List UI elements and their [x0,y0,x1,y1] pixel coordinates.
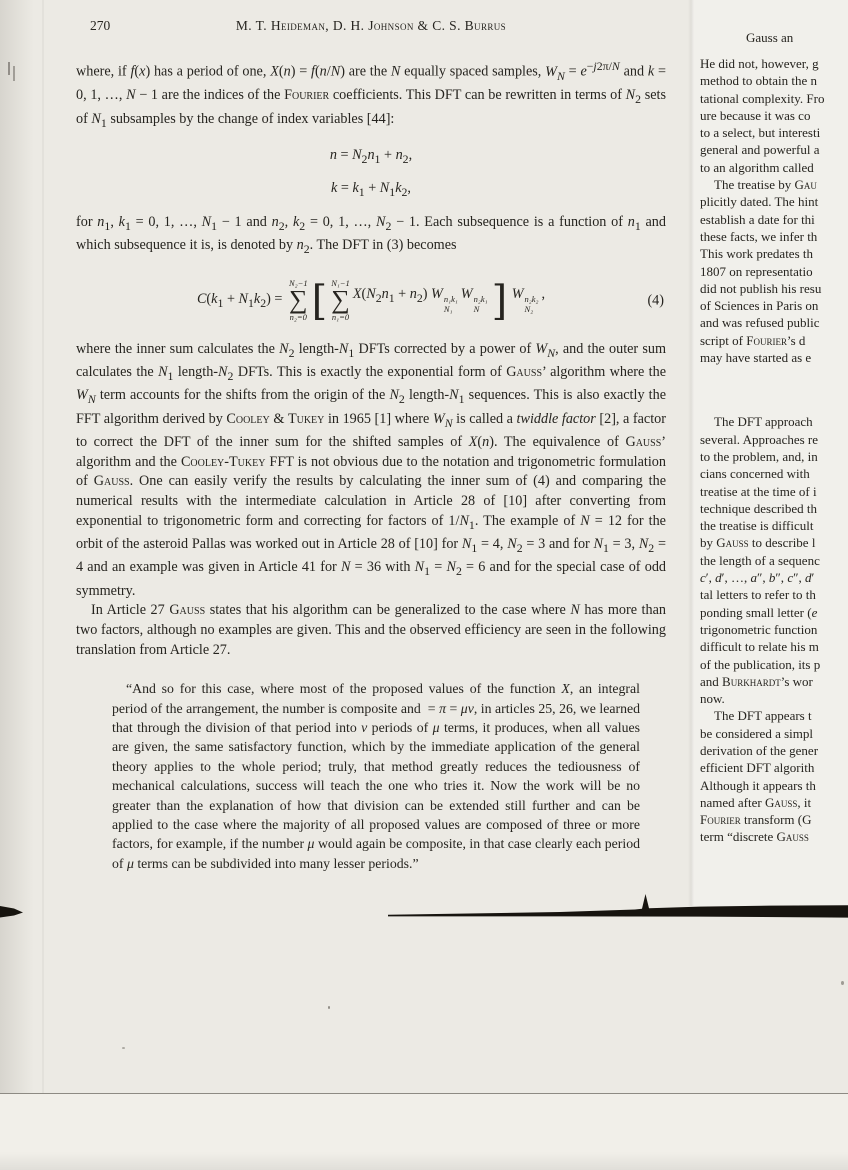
equation-4-dft [76,274,666,328]
cropped-text-line: the length of a sequenc [700,552,820,568]
equation-kernel: $X(N_2n_1 + n_2)$ W n₁k₁ N₁ W n₂k₁ N [352,286,488,314]
scan-vertical-streak [42,0,44,1093]
equation-number: (4) [647,292,664,308]
cropped-text-line: treatise at the time of i [700,483,817,499]
cropped-text-line: to the problem, and, in [700,448,818,464]
cropped-text-line: be considered a simpl [700,725,813,741]
outer-sum [289,279,308,322]
close-bracket: ] [491,277,508,324]
page-gutter-crease [688,0,694,906]
scan-bottom-shadow [0,1152,848,1170]
sum-lower-limit: n₂=0 [289,311,307,322]
cropped-text-line: and Burkhardt’s wor [700,673,813,689]
scan-speck [328,1006,330,1009]
cropped-text-line: method to obtain the n [700,73,817,89]
scan-speck [122,1047,125,1049]
paragraph-discussion: where the inner sum calculates the $N_2$ length-$N_1$ DFTs corrected by a power of $W_N$, and the outer sum calculates the $N_1$ length-$N_2$ DFTs. This is exactly the exponential form of Gauss’ algorithm where the $W_N$ term accounts for the shifts from the origin of the $N_2$ length-$N_1$ sequences. This is also exactly the FFT algorithm derived by Cooley & Tukey in 1965 [1] where $W_N$ is called a twiddle factor [2], a factor to correct the DFT of the inner sum for the shifted samples of X(n). The equivalence of Gauss’ algorithm and the Cooley-Tukey FFT is not obvious due to the notation and trigonometric formulation of Gauss. One can easily verify the results by calculating the inner sum of (4) and comparing the numerical results with the intermediate calculation in Article 28 of [10] after converting from exponential to trigonometric form and correcting for factors of $1/N_1$. The example of N = 12 for the orbit of the asteroid Pallas was worked out in Article 28 of [10] for $N_1 = 4$, $N_2 = 3$ and for $N_1 = 3$, $N_2 = 4$ and an example was given in Article 41 for N = 36 with $N_1 = N_2 = 6$ and for the special case of odd symmetry. [76,340,667,599]
cropped-text-line: This work predates th [700,246,814,262]
sum-lower-limit: n₁=0 [331,311,350,322]
paragraph-for-ranges: for $n_1$, $k_1 = 0$, 1, …, $N_1 - 1$ and $n_2$, $k_2 = 0$, 1, …, $N_2 - 1$. Each subsequence is a function of $n_1$ and which subsequence it is, is denoted by $n_2$. The DFT in (3) becomes [76,213,666,256]
streak-main [388,894,848,918]
cropped-text-line: ure because it was co [700,107,811,123]
sigma-glyph: ∑ [331,285,350,315]
streak-left-wedge [0,906,23,918]
cropped-adjacent-page [700,30,848,846]
scan-edge-shading [0,0,34,1094]
cropped-text-line: c′, d′, …, a″, b″, c″, d′ [700,570,815,586]
authors-running-head: M. T. Heideman, D. H. Johnson & C. S. Burrus [235,18,507,33]
cropped-text-line: to a select, but interesti [700,125,821,141]
page-bottom-edge-line [0,1093,848,1094]
scan-mark [13,66,15,81]
running-head-right: Gauss an [746,30,794,45]
cropped-text-line: The DFT appears t [714,708,812,724]
blockquote-translation: “And so for this case, where most of the proposed values of the function X, an integral period of the arrangement, the number is composite and = π = μν, in articles 25, 26, we learned that through the division of that period into ν periods of μ terms, it produces, when all values are given, the same satisfactory function, which by the immediate application of the general theory applies to the whole period; truly, that method greatly reduces the tediousness of mechanical calculations, success will teach the one who tries it. Now the work will be no greater than the explanation of how that division can be extended still further and can be applied to the case where the majority of all proposed values are composed of three or more factors, for example, if the number μ would again be composite, in that case clearly each period of μ terms can be subdivided into many lesser periods.” [112,681,640,871]
cropped-text-line: plicitly dated. The hint [700,194,819,210]
cropped-text-line: named after Gauss, it [700,794,812,810]
cropped-text-line: Although it appears th [700,777,816,793]
inner-sum [331,279,350,322]
equation-index-k: $k = k_1 + N_1k_2$, [331,179,411,199]
cropped-text-line: of the publication, its p [700,656,821,672]
cropped-text-line: by Gauss to describe l [700,535,816,551]
scan-speck [841,981,844,985]
cropped-text-line: now. [700,691,725,707]
cropped-text-line: to an algorithm called [700,159,814,175]
cropped-text-line: He did not, however, g [700,56,819,71]
cropped-text-line: ponding small letter (e [700,604,818,620]
sum-upper-limit: N₂−1 [288,277,308,288]
cropped-text-line: may have started as e [700,350,812,366]
cropped-text-line: derivation of the gener [700,742,819,758]
cropped-text-line: did not publish his resu [700,280,822,296]
cropped-text-line: cians concerned with [700,466,810,482]
open-bracket: [ [311,277,328,324]
cropped-text-line: several. Approaches re [700,431,819,447]
cropped-text-line: establish a date for thi [700,211,815,227]
cropped-text-line: and was refused public [700,315,820,331]
cropped-text-line: The DFT approach [714,414,813,430]
cropped-text-line: tational complexity. Fro [700,90,825,106]
cropped-text-column [700,55,848,846]
sum-upper-limit: N₁−1 [331,277,350,288]
cropped-text-line: these facts, we infer th [700,228,818,244]
cropped-text-line: script of Fourier’s d [700,332,806,348]
cropped-text-line: The treatise by Gau [714,177,817,193]
equation-index-n: $n = N_2n_1 + n_2$, [329,147,413,166]
cropped-text-line: Fourier transform (G [700,812,812,828]
scanner-black-streak [0,888,848,928]
running-header [76,18,666,36]
page-number: 270 [90,18,111,33]
cropped-text-line: of Sciences in Paris on [700,298,819,314]
cropped-text-line: general and powerful a [700,142,820,158]
cropped-text-line: 1807 on representatio [700,263,813,279]
cropped-text-line: technique described th [700,500,817,516]
cropped-text-line: the treatise is difficult [700,518,814,534]
cropped-text-line: tal letters to refer to th [700,587,816,603]
equation-tail: W n₂k₂ N₂ , [511,286,546,314]
equation-lhs: $C(k_1 + N_1k_2)$ = [196,290,286,310]
paragraph-article-27: In Article 27 Gauss states that his algorithm can be generalized to the case where N has more than two factors, although no examples are given. This and the observed efficiency are seen in the following translation from Article 27. [76,602,666,658]
cropped-text-line: difficult to relate his m [700,639,819,655]
main-page [76,18,666,873]
sigma-glyph: ∑ [288,285,308,315]
cropped-text-line: efficient DFT algorith [700,760,815,776]
scan-mark [8,62,10,75]
cropped-text-line: term “discrete Gauss [700,829,809,845]
cropped-text-line: trigonometric function [700,621,818,637]
paragraph-intro: where, if f(x) has a period of one, X(n) = f(n/N) are the N equally spaced samples, $W_N = e^{-j2\pi/N}$ and k = 0, 1, …, N − 1 are the indices of the Fourier coefficients. This DFT can be rewritten in terms of $N_2$ sets of $N_1$ subsamples by the change of index variables [44]: [76,59,667,130]
